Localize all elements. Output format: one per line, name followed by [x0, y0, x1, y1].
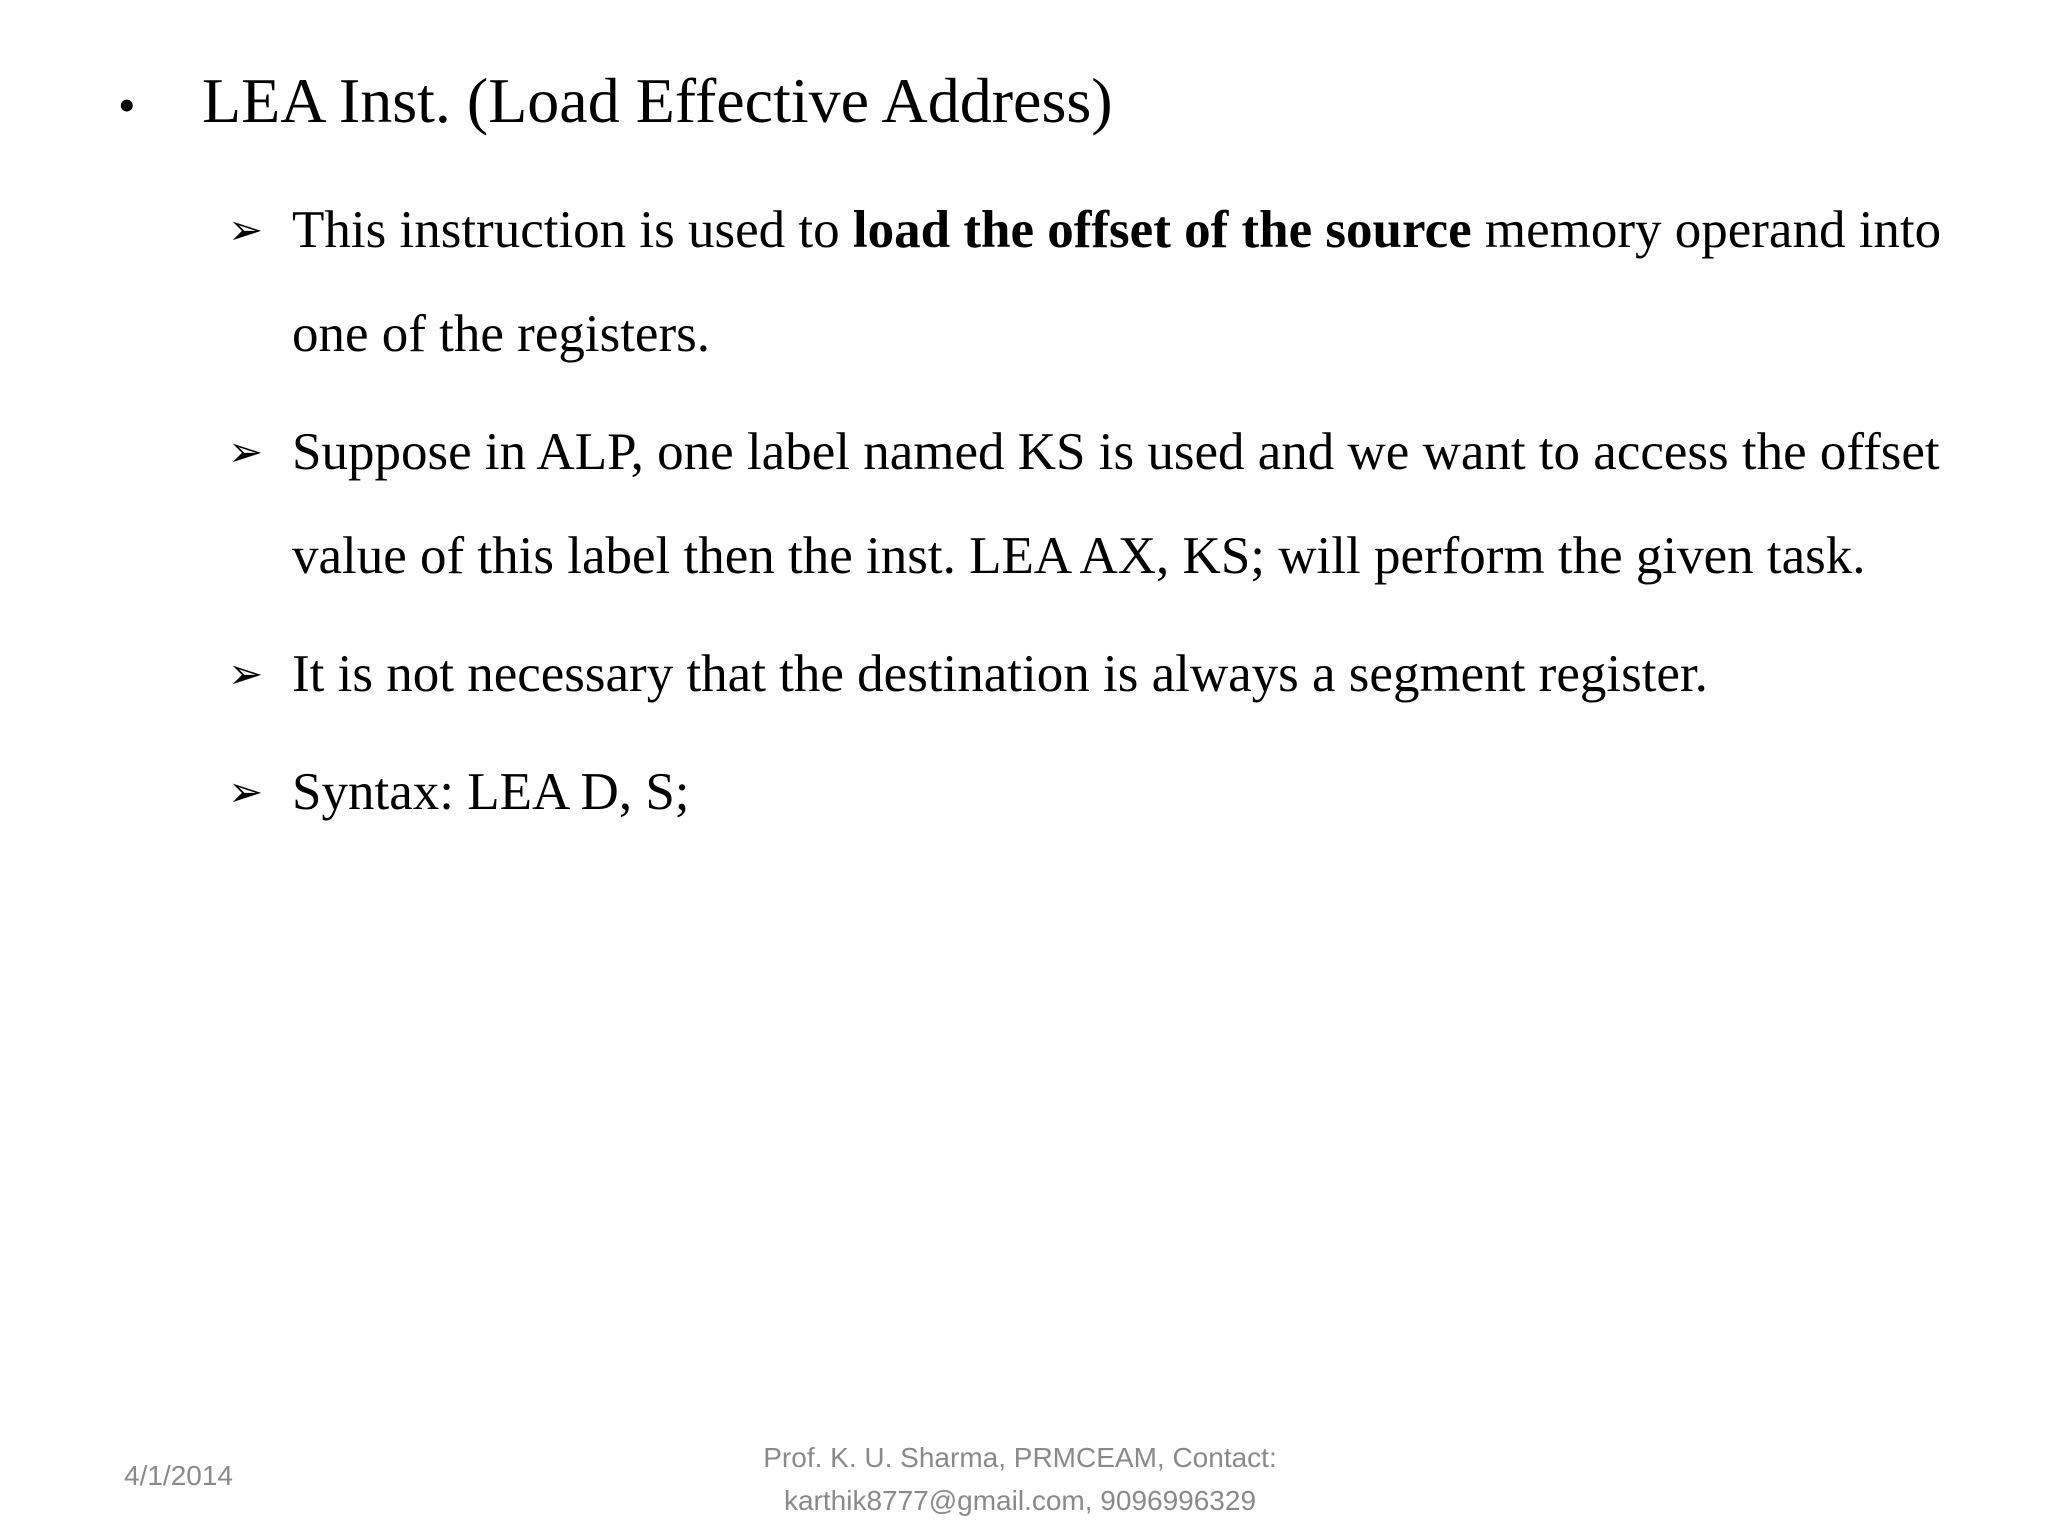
title-row: [118, 66, 1113, 136]
arrow-bullet-icon: ➢: [228, 427, 264, 476]
footer-credit: [620, 1436, 1420, 1522]
list-item-text: It is not necessary that the destination is always a segment register.: [292, 645, 1708, 703]
list-item: [228, 740, 1968, 844]
bullet-list: [228, 178, 1968, 858]
list-item: [228, 622, 1968, 726]
arrow-bullet-icon: ➢: [228, 649, 264, 698]
list-item-text: Syntax: LEA D, S;: [292, 763, 690, 821]
list-item-text-end: memory operand into one of the registers.: [292, 201, 1942, 363]
list-item-text: Suppose in ALP, one label named KS is used and we want to access the offset value of this label then the inst. LEA AX, KS; will perform the given task.: [292, 423, 1940, 585]
list-item: [228, 400, 1968, 608]
footer-date: 4/1/2014: [124, 1460, 233, 1491]
arrow-bullet-icon: ➢: [228, 205, 264, 254]
list-item-bold-text: load the offset of the source: [852, 201, 1472, 259]
footer-credit-line-2: karthik8777@gmail.com, 9096996329: [783, 1485, 1257, 1516]
list-item-text-start: This instruction is used to: [292, 201, 853, 259]
arrow-bullet-icon: ➢: [228, 767, 264, 816]
list-item: [228, 178, 1968, 386]
slide-title: LEA Inst. (Load Effective Address): [202, 65, 1113, 136]
bullet-icon: •: [118, 77, 136, 133]
list-item-text: [292, 178, 1968, 386]
footer-credit-line-1: Prof. K. U. Sharma, PRMCEAM, Contact:: [763, 1442, 1277, 1473]
